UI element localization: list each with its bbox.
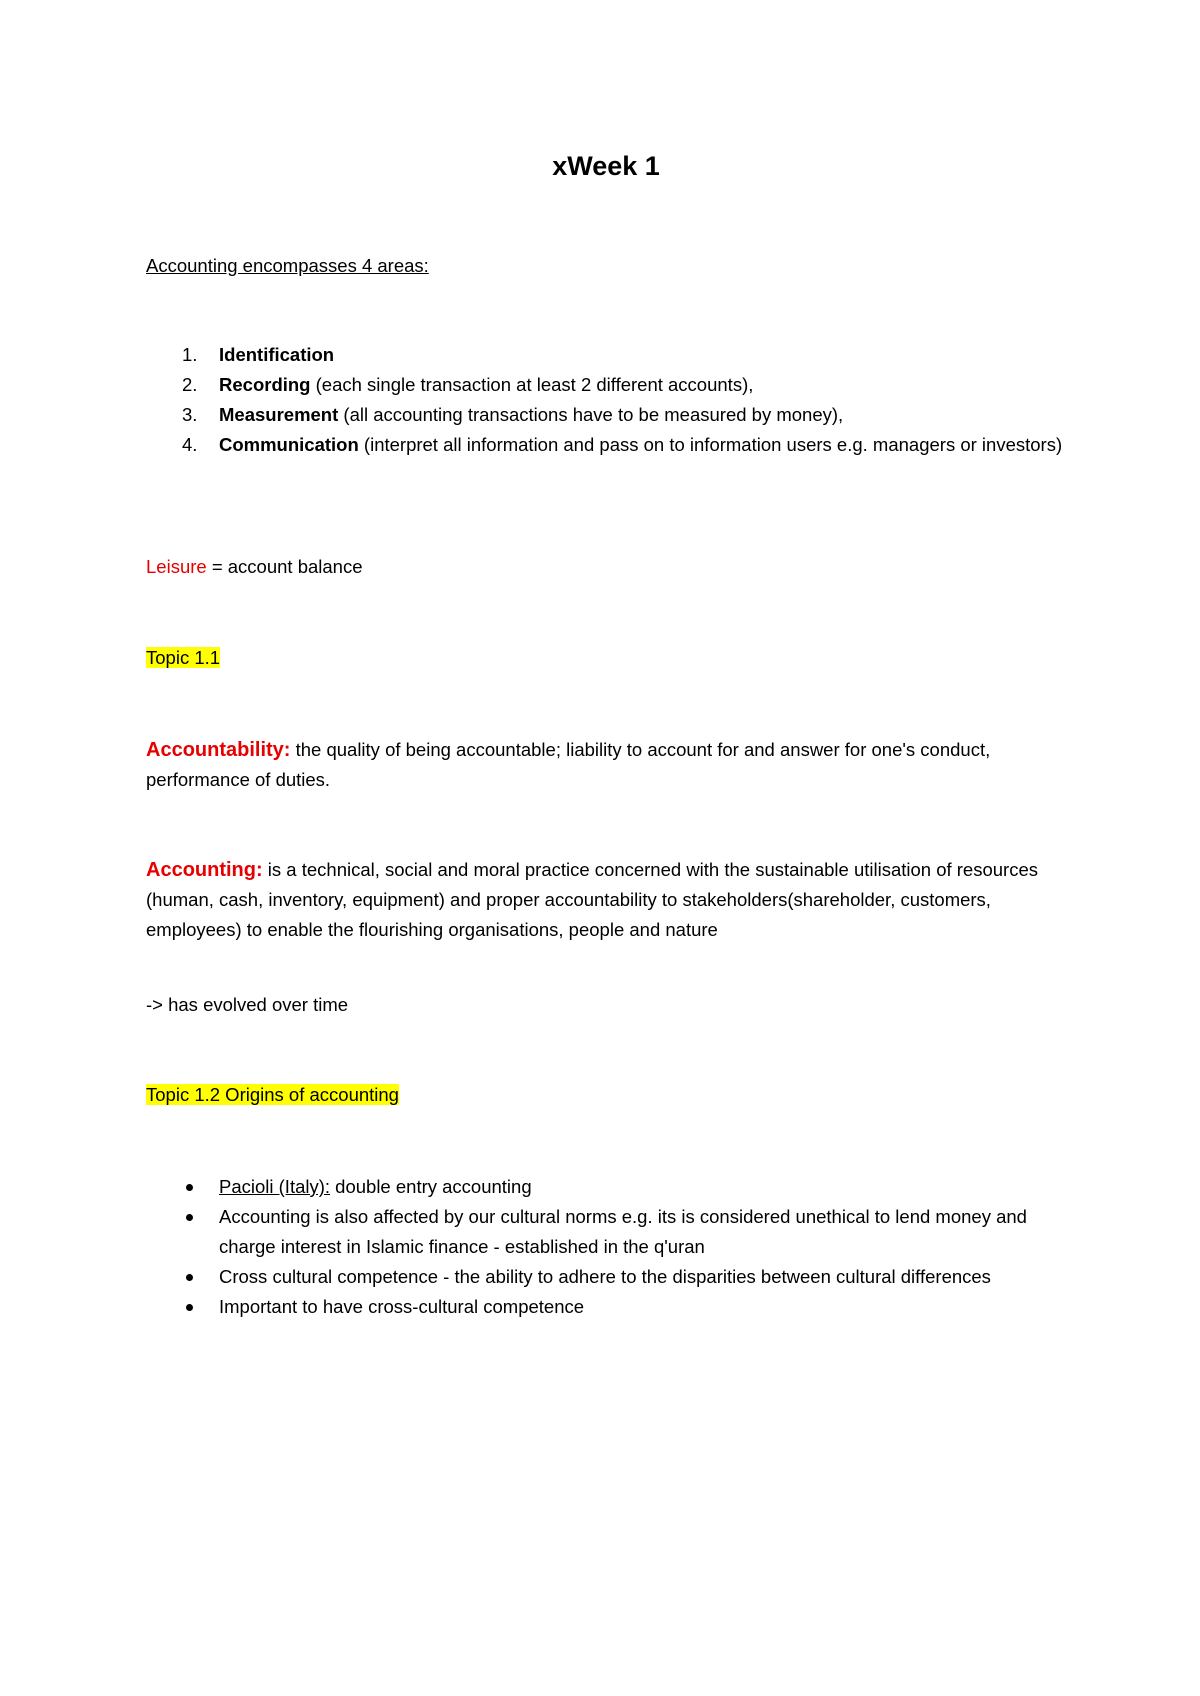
leisure-definition <box>146 552 363 582</box>
list-item <box>146 1262 1036 1292</box>
highlighted-text: Topic 1.1 <box>146 647 221 668</box>
list-item <box>146 1172 1036 1202</box>
document-title: xWeek 1 <box>552 151 660 181</box>
list-item <box>146 370 1066 400</box>
bullet-icon <box>186 1304 193 1311</box>
accounting-text: is a technical, social and moral practice concerned with the sustainable utilisation of resources (human, cash, inventory, equipment) and proper accountability to stakeholders(shareholder, customers, employees) to enable the flourishing organisations, people and nature <box>146 859 1039 940</box>
area-detail: (all accounting transactions have to be measured by money), <box>338 404 844 425</box>
accountability-definition <box>146 735 1066 795</box>
topic-1-2-heading <box>146 1080 399 1110</box>
area-detail: (each single transaction at least 2 different accounts), <box>310 374 754 395</box>
area-term: Measurement <box>219 404 339 425</box>
area-term: Identification <box>219 344 335 365</box>
evolved-note: -> has evolved over time <box>146 994 349 1015</box>
list-number: 2. <box>182 374 198 395</box>
accountability-text: the quality of being accountable; liability to account for and answer for one's conduct, performance of duties. <box>146 739 991 790</box>
area-term: Communication <box>219 434 359 455</box>
list-item <box>146 340 1066 370</box>
origins-bullet-list <box>146 1172 1036 1322</box>
list-item <box>146 1202 1036 1262</box>
leisure-text: = account balance <box>206 556 363 577</box>
intro-heading: Accounting encompasses 4 areas: <box>146 255 429 276</box>
list-item <box>146 1292 1036 1322</box>
pacioli-text: double entry accounting <box>330 1176 532 1197</box>
list-number: 3. <box>182 404 198 425</box>
cross-cultural-text: Cross cultural competence - the ability to adhere to the disparities between cultural differences <box>219 1266 991 1287</box>
important-text: Important to have cross-cultural competence <box>219 1296 585 1317</box>
accounting-areas-list <box>146 340 1066 460</box>
area-term: Recording <box>219 374 311 395</box>
list-item <box>146 430 1066 460</box>
topic-1-1-heading <box>146 643 220 673</box>
area-detail: (interpret all information and pass on to information users e.g. managers or investors) <box>358 434 1063 455</box>
highlighted-text: Topic 1.2 Origins of accounting <box>146 1084 399 1105</box>
list-item <box>146 400 1066 430</box>
bullet-icon <box>186 1274 193 1281</box>
bullet-icon <box>186 1214 193 1221</box>
bullet-icon <box>186 1184 193 1191</box>
accountability-term: Accountability: <box>146 739 291 761</box>
list-number: 1. <box>182 344 198 365</box>
leisure-term: Leisure <box>146 556 207 577</box>
cultural-norms-text: Accounting is also affected by our cultural norms e.g. its is considered unethical to lend money and charge interest in Islamic finance - established in the q'uran <box>219 1206 1027 1257</box>
pacioli-label: Pacioli (Italy): <box>219 1176 331 1197</box>
list-number: 4. <box>182 434 198 455</box>
accounting-term: Accounting: <box>146 859 263 881</box>
accounting-definition <box>146 855 1066 945</box>
